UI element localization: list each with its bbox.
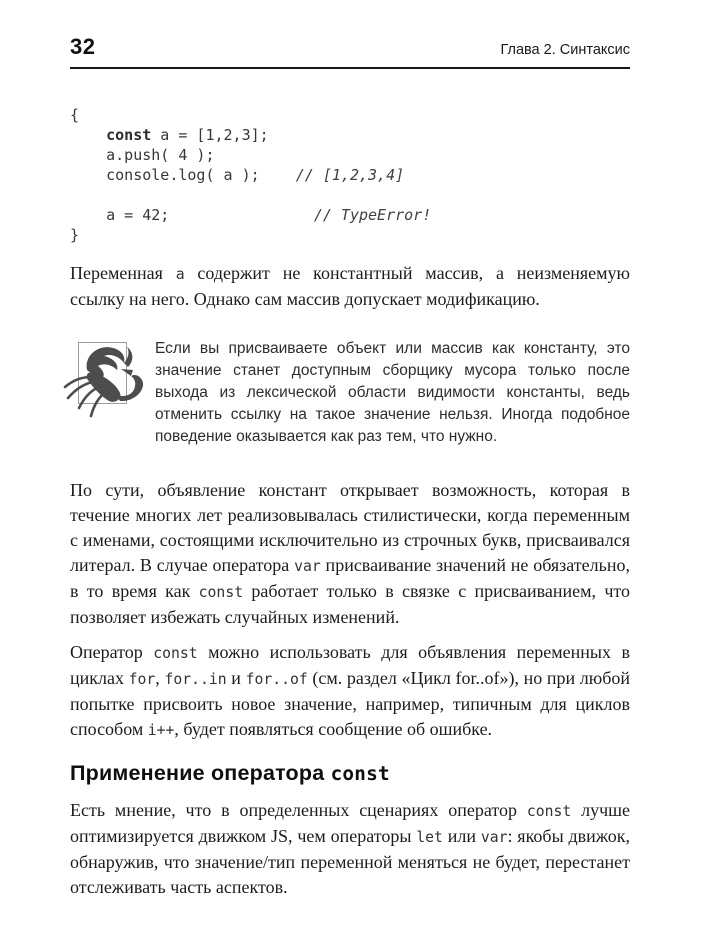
paragraph-const-possibility: По сути, объявление констант открывает возможность, которая в течение многих лет реализовывалась стилистически, когда переменным с именами, состоящими исключительно из строчных букв, присваивался литерал. В случае оператора var присваивание значений не обязательно, в то время как const работает только в связке с присваиванием, что позволяет избежать случайных изменений.: [70, 480, 631, 627]
page-number: 32: [70, 34, 96, 59]
paragraph-const-optimization: Есть мнение, что в определенных сценариях оператор const лучше оптимизируется движком JS, чем операторы let или var: якобы движок, обнаружив, что значение/тип переменной меняться не будет, перестанет отслеживать часть аспектов.: [70, 800, 631, 897]
paragraph-const-array: Переменная a содержит не константный массив, а неизменяемую ссылку на него. Однако сам массив допускает модификацию.: [70, 263, 630, 309]
page-header: [70, 34, 630, 69]
note-text: Если вы присваиваете объект или массив как константу, это значение станет доступным сборщику мусора только после выхода из лексической области видимости константы, ведь отменить ссылку на такое значение нельзя. Иногда подобное поведение оказывается как раз тем, что нужно.: [155, 340, 630, 445]
scorpion-icon: [78, 342, 127, 404]
chapter-title: Глава 2. Синтаксис: [500, 42, 630, 58]
paragraph-const-loops: Оператор const можно использовать для объявления переменных в циклах for, for..in и for..of (см. раздел «Цикл for..of»), но при любой попытке присвоить новое значение, например, типичным для циклов способом i++, будет появляться сообщение об ошибке.: [70, 642, 631, 739]
code-block: { const a = [1,2,3]; a.push( 4 ); console.log( a ); // [1,2,3,4] a = 42; // TypeError! }: [70, 106, 432, 244]
section-heading: Применение оператора const: [70, 761, 390, 785]
note-callout: [70, 338, 630, 448]
